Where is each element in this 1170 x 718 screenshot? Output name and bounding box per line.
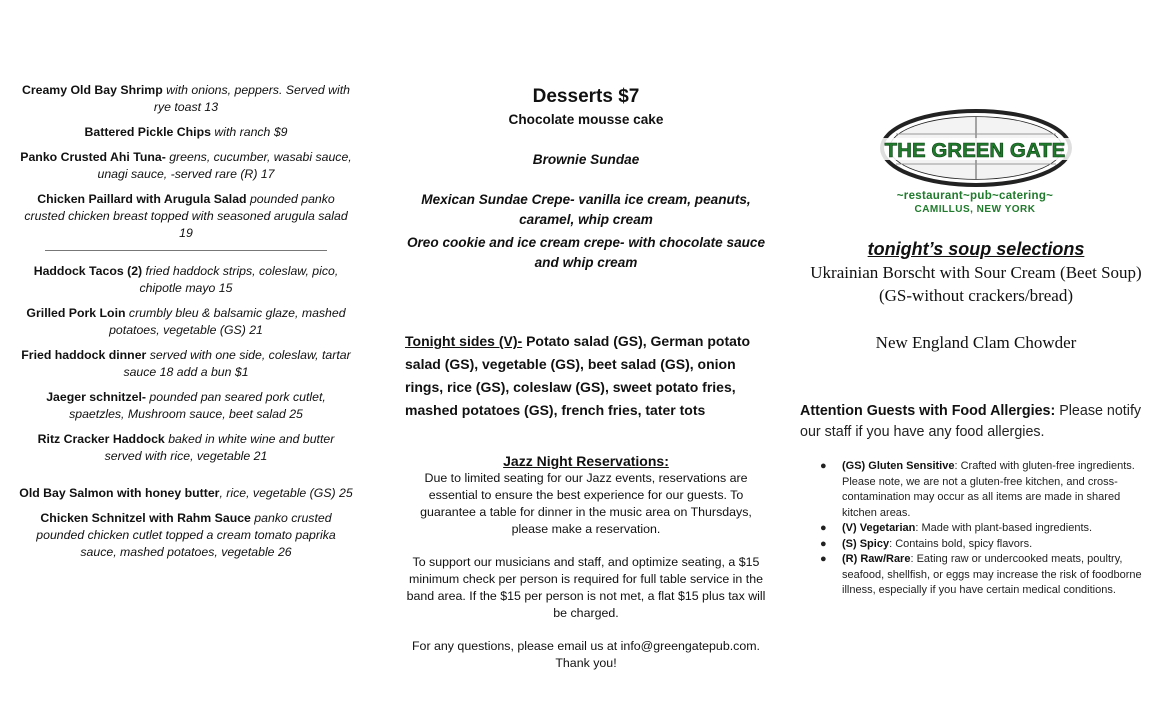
legend-item: ● (V) Vegetarian: Made with plant-based ingredients. (828, 521, 1152, 537)
jazz-paragraph: Due to limited seating for our Jazz events, reservations are essential to ensure the best experience for our guests. To guarantee a table for dinner in the music area on Thursdays, please make a reservation. (420, 471, 752, 536)
menu-item: Chicken Schnitzel with Rahm Sauce panko crusted pounded chicken cutlet topped a cream tomato paprika sauce, mashed potatoes, vegetable 26 (36, 511, 336, 559)
menu-item: Chicken Paillard with Arugula Salad pounded panko crusted chicken breast topped with seasoned arugula salad 19 (24, 192, 348, 240)
menu-item: Jaeger schnitzel- pounded pan seared pork cutlet, spaetzles, Mushroom sauce, beet salad 25 (46, 390, 326, 421)
bullet-icon: ● (820, 537, 827, 550)
soup-item: Ukrainian Borscht with Sour Cream (Beet Soup) (GS-without crackers/bread) (810, 263, 1142, 305)
desserts-column (405, 84, 767, 672)
allergy-legend (800, 459, 1152, 599)
dessert-item: Brownie Sundae (532, 152, 640, 167)
spacer (18, 473, 354, 485)
menu-item: Panko Crusted Ahi Tuna- greens, cucumber, wasabi sauce, unagi sauce, -served rare (R) 17 (20, 150, 352, 181)
menu-item: Creamy Old Bay Shrimp with onions, peppers. Served with rye toast 13 (21, 83, 351, 114)
jazz-title: Jazz Night Reservations: (503, 453, 669, 469)
legend-item: ● (S) Spicy: Contains bold, spicy flavors. (828, 537, 1152, 553)
logo-location: CAMILLUS, NEW YORK (914, 204, 1036, 215)
menu-item: Battered Pickle Chips with ranch $9 (84, 125, 288, 139)
menu-item: Grilled Pork Loin crumbly bleu & balsamic glaze, mashed potatoes, vegetable (GS) 21 (26, 306, 346, 337)
entrees-column (18, 82, 354, 569)
legend-item: ● (R) Raw/Rare: Eating raw or undercooked meats, poultry, seafood, shellfish, or eggs may increase the risk of foodborne illness, especially if you have certain medical conditions. (820, 553, 1142, 596)
legend-item: ● (GS) Gluten Sensitive: Crafted with gluten-free ingredients. Please note, we are not a gluten-free kitchen, and cross-contamination may occur as all items are made in shared kitchen areas. (820, 460, 1135, 519)
menu-item: Haddock Tacos (2) fried haddock strips, coleslaw, pico, chipotle mayo 15 (33, 264, 339, 295)
menu-item: Ritz Cracker Haddock baked in white wine and butter served with rice, vegetable 21 (37, 432, 335, 463)
menu-item: Old Bay Salmon with honey butter, rice, vegetable (GS) 25 (19, 486, 353, 500)
desserts-title: Desserts $7 (532, 86, 640, 107)
bullet-icon: ● (820, 460, 827, 472)
contact-paragraph: For any questions, please email us at info@greengatepub.com. Thank you! (411, 639, 760, 670)
bullet-icon: ● (820, 553, 827, 565)
dessert-item: Chocolate mousse cake (508, 112, 664, 127)
allergy-notice: Attention Guests with Food Allergies: Please notify our staff if you have any food allergies. (800, 403, 1142, 440)
dessert-item: Mexican Sundae Crepe- vanilla ice cream, peanuts, caramel, whip cream (421, 192, 751, 227)
menu-item: Fried haddock dinner served with one side, coleslaw, tartar sauce 18 add a bun $1 (21, 348, 351, 379)
soup-item: New England Clam Chowder (875, 333, 1077, 352)
jazz-paragraph: To support our musicians and staff, and optimize seating, a $15 minimum check per person is required for full table service in the band area. If the $15 per person is not met, a flat $15 plus tax will be charged. (406, 555, 766, 620)
sides-text: Tonight sides (V)- Potato salad (GS), German potato salad (GS), vegetable (GS), beet salad (GS), onion rings, rice (GS), coleslaw (GS), sweet potato fries, mashed potatoes (GS), french fries, tater tots (405, 333, 751, 418)
dessert-item: Oreo cookie and ice cream crepe- with chocolate sauce and whip cream (406, 235, 766, 270)
logo-tagline: ~restaurant~pub~catering~ (896, 190, 1054, 202)
section-divider (45, 250, 327, 251)
soup-title: tonight’s soup selections (867, 239, 1085, 259)
svg-text:THE GREEN GATE: THE GREEN GATE (884, 139, 1066, 162)
soup-allergy-column (800, 108, 1152, 599)
bullet-icon: ● (820, 522, 827, 534)
